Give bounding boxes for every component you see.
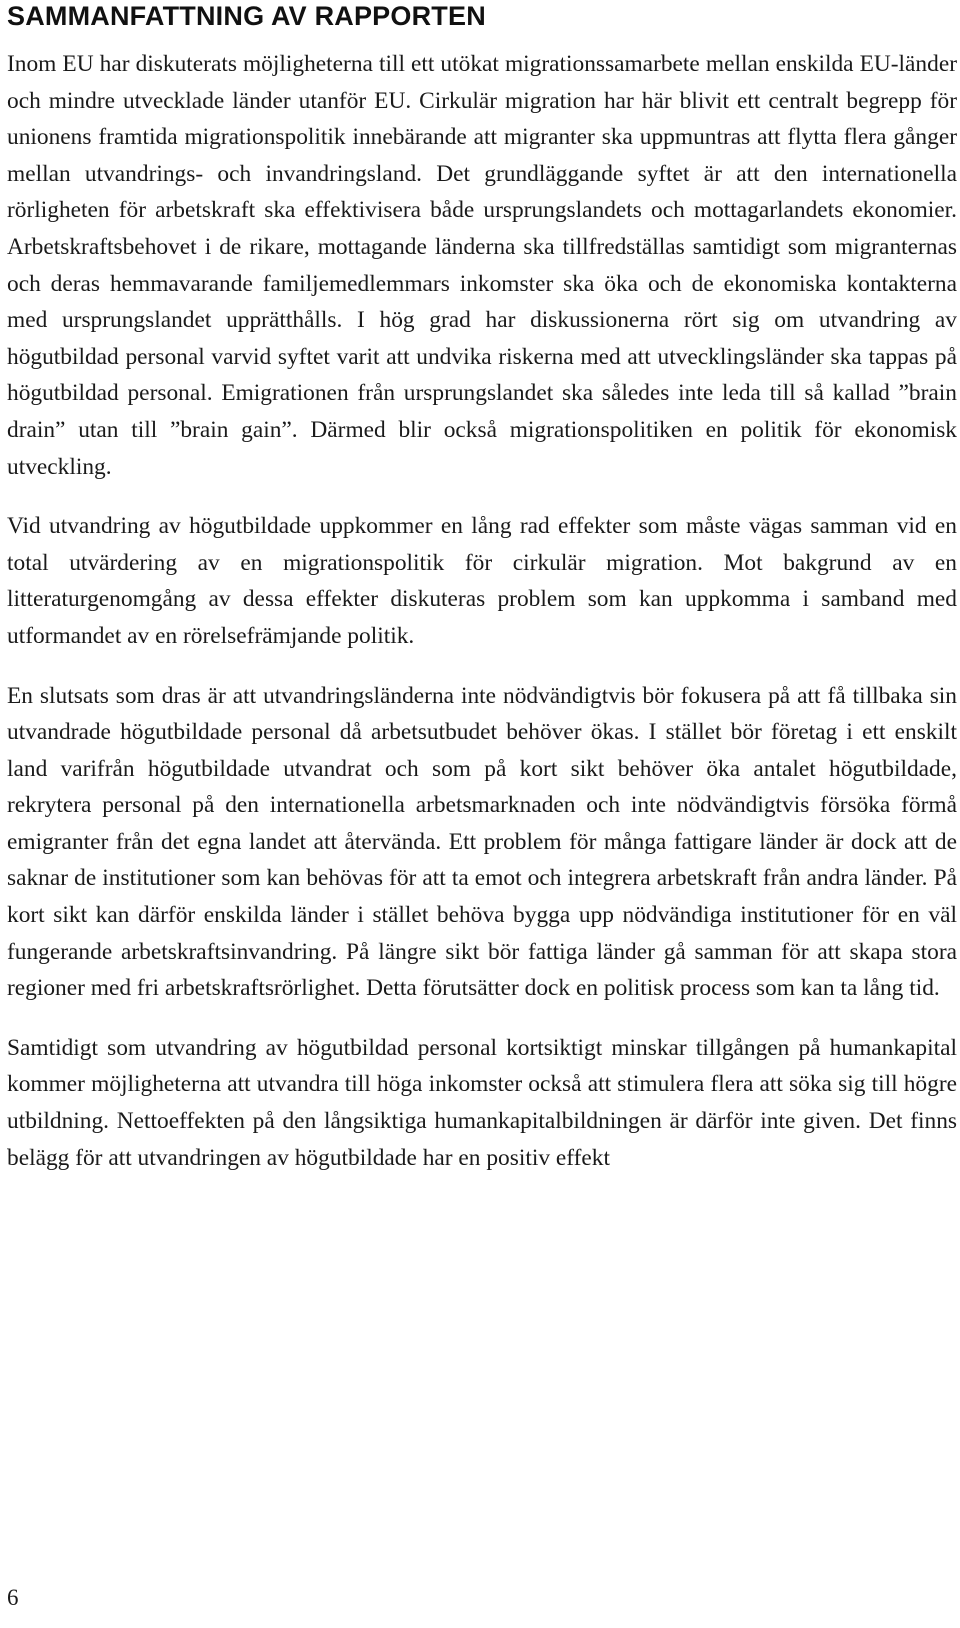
document-page (7, 0, 957, 1176)
paragraph-3: En slutsats som dras är att utvandringsländerna inte nödvändigtvis bör fokusera på att få tillbaka sin utvandrade högutbildade personal då arbetsutbudet behöver ökas. I stället bör företag i ett enskilt land varifrån högutbildade utvandrat och som på kort sikt behöver öka antalet högutbildade, rekrytera personal på den internationella arbetsmarknaden och inte nödvändigtvis försöka förmå emigranter från det egna landet att återvända. Ett problem för många fattigare länder är dock att de saknar de institutioner som kan behövas för att ta emot och integrera arbetskraft från andra länder. På kort sikt kan därför enskilda länder i stället behöva bygga upp nödvändiga institutioner för en väl fungerande arbetskraftsinvandring. På längre sikt bör fattiga länder gå samman för att skapa stora regioner med fri arbetskraftsrörlighet. Detta förutsätter dock en politisk process som kan ta lång tid. (7, 682, 957, 1002)
paragraph-1: Inom EU har diskuterats möjligheterna till ett utökat migrationssamarbete mellan enskilda EU-länder och mindre utvecklade länder utanför EU. Cirkulär migration har här blivit ett centralt begrepp för unionens framtida migrationspolitik innebärande att migranter ska uppmuntras att flytta flera gånger mellan utvandrings- och invandringsland. Det grundläggande syftet är att den internationella rörligheten för arbetskraft ska effektivisera både ursprungslandets och mottagarlandets ekonomier. Arbetskraftsbehovet i de rikare, mottagande länderna ska tillfredställas samtidigt som migranternas och deras hemmavarande familjemedlemmars inkomster ska öka och de ekonomiska kontakterna med ursprungslandet upprätthålls. I hög grad har diskussionerna rört sig om utvandring av högutbildad personal varvid syftet varit att undvika riskerna med att utvecklingsländer ska tappas på högutbildad personal. Emigrationen från ursprungslandet ska således inte leda till så kallad ”brain drain” utan till ”brain gain”. Därmed blir också migrationspolitiken en politik för ekonomisk utveckling. (7, 51, 957, 480)
paragraph-4: Samtidigt som utvandring av högutbildad personal kortsiktigt minskar tillgången på humankapital kommer möjligheterna att utvandra till höga inkomster också att stimulera flera att söka sig till högre utbildning. Nettoeffekten på den långsiktiga humankapitalbildningen är därför inte given. Det finns belägg för att utvandringen av högutbildade har en positiv effekt (7, 1034, 957, 1171)
section-heading: SAMMANFATTNING AV RAPPORTEN (7, 1, 486, 31)
paragraph-2: Vid utvandring av högutbildade uppkommer en lång rad effekter som måste vägas samman vid en total utvärdering av en migrationspolitik för cirkulär migration. Mot bakgrund av en litteraturgenomgång av dessa effekter diskuteras problem som kan uppkomma i samband med utformandet av en rörelsefrämjande politik. (7, 513, 957, 649)
page-number: 6 (7, 1585, 19, 1610)
